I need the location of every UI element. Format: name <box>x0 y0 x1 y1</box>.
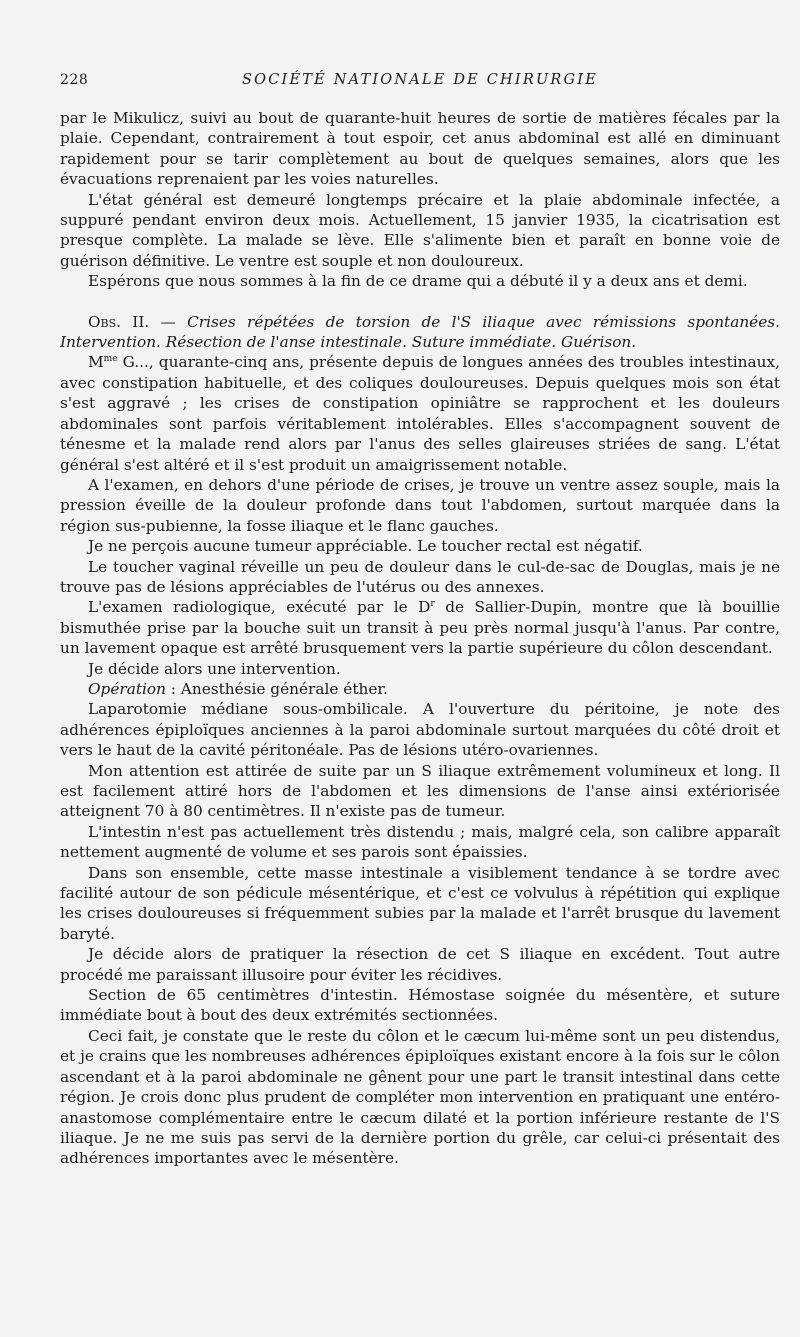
paragraph-16: Je décide alors de pratiquer la résection de cet S iliaque en excédent. Tout autre procédé me paraissant illusoire pour éviter les récidives. <box>60 945 780 984</box>
paragraph-14: L'intestin n'est pas actuellement très distendu ; mais, malgré cela, son calibre apparaît nettement augmenté de volume et ses parois sont épaissies. <box>60 822 780 862</box>
observation-dash: — <box>149 312 188 331</box>
paragraph-13: Mon attention est attirée de suite par un S iliaque extrêmement volumineux et long. Il est facilement attiré hors de l'abdomen et les dimensions de l'anse ainsi extériorisée atteignent 70 à 80 centimètres. Il n'existe pas de tumeur. <box>60 761 780 821</box>
page-number: 228 <box>60 72 89 88</box>
paragraph-8: Le toucher vaginal réveille un peu de douleur dans le cul-de-sac de Douglas, mais je ne trouve pas de lésions appréciables de l'utérus ou des annexes. <box>60 557 780 596</box>
paragraph-9-text-b: de Sallier-Dupin, montre que là bouillie bismuthée prise par la bouche suit un transit à peu près normal jusqu'à l'anus. Par contre, un lavement opaque est arrêté brusquement vers la partie supérieure du côlon descendant. <box>60 598 780 658</box>
paragraph-7: Je ne perçois aucune tumeur appréciable. Le toucher rectal est négatif. <box>88 537 643 556</box>
paragraph-15: Dans son ensemble, cette masse intestinale a visiblement tendance à se tordre avec facilité autour de son pédicule mésentérique, et c'est ce volvulus à répétition qui explique les crises douloureuses si fréquemment subies par la malade et l'arrêt brusque du lavement baryté. <box>60 863 780 943</box>
paragraph-6: A l'examen, en dehors d'une période de crises, je trouve un ventre assez souple, mais la pression éveille de la douleur profonde dans tout l'abdomen, surtout marquée dans la région sus-pubienne, la fosse iliaque et le flanc gauches. <box>60 475 780 535</box>
body-text <box>60 108 780 1169</box>
paragraph-1: par le Mikulicz, suivi au bout de quarante-huit heures de sortie de matières fécales par la plaie. Cependant, contrairement à tout espoir, cet anus abdominal est allé en diminuant rapidement pour se tarir complètement au bout de quelques semaines, alors que les évacuations reprenaient par les voies naturelles. <box>60 109 780 189</box>
paragraph-9 <box>60 597 780 658</box>
doctor-superscript: r <box>430 599 435 610</box>
paragraph-17: Section de 65 centimètres d'intestin. Hémostase soignée du mésentère, et suture immédiate bout à bout des deux extrémités sectionnées. <box>60 986 780 1025</box>
title-abbreviation-superscript: me <box>103 354 118 365</box>
paragraph-5-text: G..., quarante-cinq ans, présente depuis de longues années des troubles intestinaux, avec constipation habituelle, et des coliques douloureuses. Depuis quelques mois son état s'est aggravé ; les crises de constipation opiniâtre se rapprochent et les douleurs abdominales sont parfois véritablement intolérables. Elles s'accompagnent souvent de ténesme et la malade rend alors par l'anus des selles glaireuses striées de sang. L'état général s'est altéré et il s'est produit un amaigrissement notable. <box>60 353 780 474</box>
observation-label: Obs. II. <box>88 312 150 331</box>
observation-heading <box>60 312 780 353</box>
paragraph-9-text-a: L'examen radiologique, exécuté par le D <box>88 598 431 617</box>
title-abbreviation: M <box>88 353 104 372</box>
paragraph-2: L'état général est demeuré longtemps précaire et la plaie abdominale infectée, a suppuré pendant environ deux mois. Actuellement, 15 janvier 1935, la cicatrisation est presque complète. La malade se lève. Elle s'alimente bien et paraît en bonne voie de guérison définitive. Le ventre est souple et non douloureux. <box>60 190 780 270</box>
paragraph-3: Espérons que nous sommes à la fin de ce drame qui a débuté il y a deux ans et demi. <box>88 272 748 291</box>
paragraph-10: Je décide alors une intervention. <box>88 659 341 678</box>
paragraph-11-text: : Anesthésie générale éther. <box>165 679 388 698</box>
section-gap <box>60 292 780 312</box>
operation-label: Opération <box>88 679 166 698</box>
running-head: SOCIÉTÉ NATIONALE DE CHIRURGIE <box>242 72 598 88</box>
paragraph-11 <box>60 679 780 699</box>
paragraph-18: Ceci fait, je constate que le reste du côlon et le cæcum lui-même sont un peu distendus, et je crains que les nombreuses adhérences épiploïques existant encore à la fois sur le côlon ascendant et à la paroi abdominale ne gênent pour une part le transit intestinal dans cette région. Je crois donc plus prudent de compléter mon intervention en pratiquant une entéro-anastomose complémentaire entre le cæcum dilaté et la portion inférieure restante de l'S iliaque. Je ne me suis pas servi de la dernière portion du grêle, car celui-ci présentait des adhérences importantes avec le mésentère. <box>60 1026 780 1168</box>
page-header <box>60 72 780 94</box>
paragraph-12: Laparotomie médiane sous-ombilicale. A l'ouverture du péritoine, je note des adhérences épiploïques anciennes à la paroi abdominale surtout marquées du côté droit et vers le haut de la cavité péritonéale. Pas de lésions utéro-ovariennes. <box>60 700 780 760</box>
observation-title: Crises répétées de torsion de l'S iliaque avec rémissions spontanées. Intervention. Résection de l'anse intestinale. Suture immédiate. Guérison. <box>60 312 780 352</box>
paragraph-5 <box>60 352 780 474</box>
